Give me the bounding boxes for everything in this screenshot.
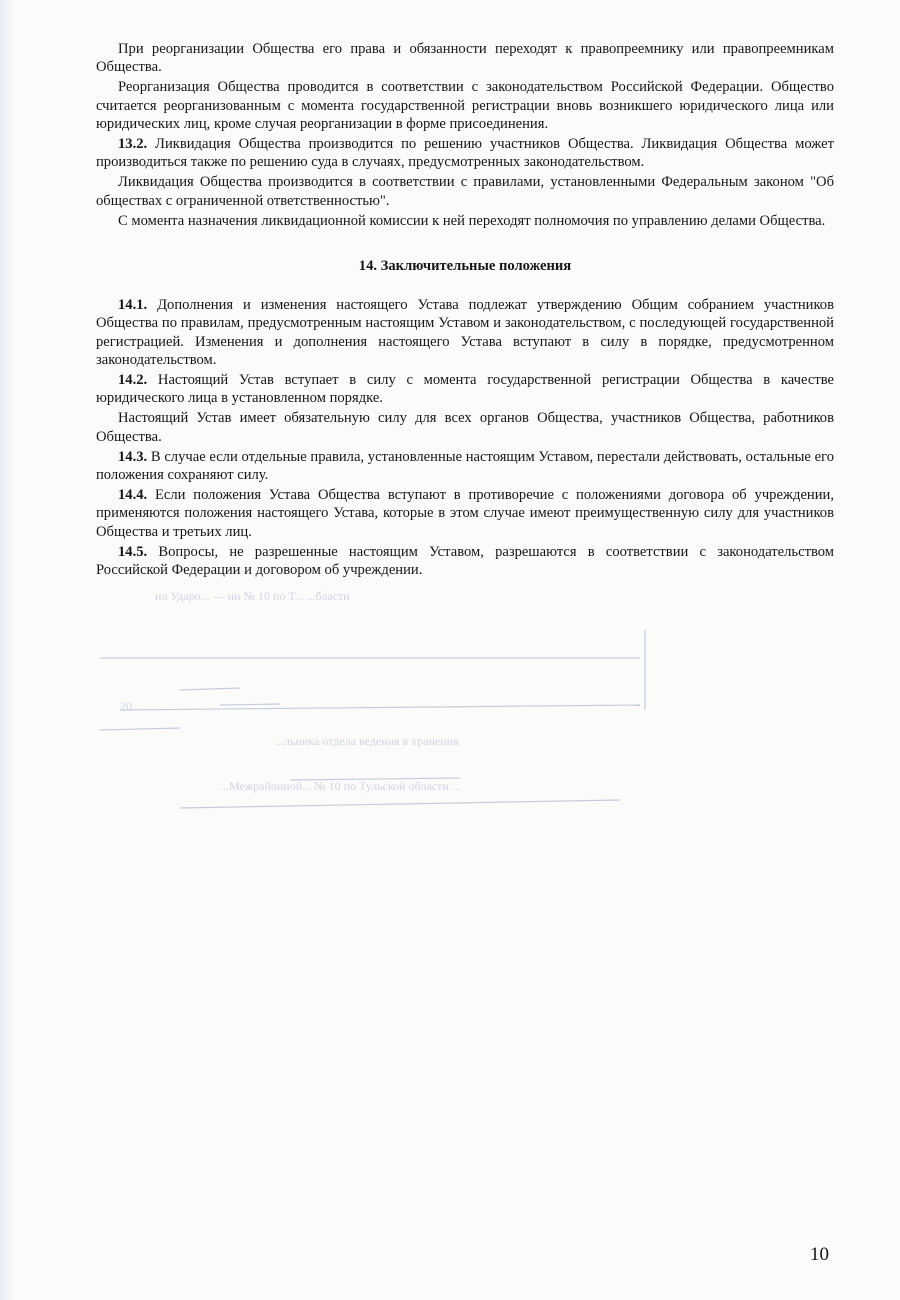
svg-text:...Межрайонной... № 10 по Туль: ...Межрайонной... № 10 по Тульской области ... bbox=[220, 779, 461, 793]
paragraph bbox=[96, 486, 834, 541]
clause-number: 14.1. bbox=[118, 297, 148, 314]
clause-number: 14.2. bbox=[118, 372, 148, 389]
document-body bbox=[96, 40, 834, 579]
scan-edge-shadow bbox=[0, 0, 14, 1300]
paragraph bbox=[96, 296, 834, 369]
paragraph bbox=[96, 448, 834, 484]
paragraph bbox=[96, 409, 834, 445]
paragraph-text: Реорганизация Общества проводится в соответствии с законодательством Российской Федерации. Общество считается реорганизованным с момента государственной регистрации вновь возникшего юридического лица или юридических лиц, кроме случая реорганизации в форме присоединения. bbox=[96, 79, 834, 132]
paragraph-text: Ликвидация Общества производится в соответствии с правилами, установленными Федеральным законом "Об обществах с ограниченной ответственностью". bbox=[96, 174, 834, 209]
paragraph bbox=[96, 40, 834, 76]
reorganization-clauses bbox=[96, 40, 834, 230]
paragraph-text: Вопросы, не разрешенные настоящим Уставом, разрешаются в соответствии с законодательством Российской Федерации и договором об учреждении. bbox=[96, 543, 834, 579]
paragraph-text: Если положения Устава Общества вступают в противоречие с положениями договора об учреждении, применяются положения настоящего Устава, которые в этом случае имеют преимущественную силу для участников Общества и третьих лиц. bbox=[96, 487, 834, 540]
svg-text:ил Ударо... — ин № 10 по Т...: ил Ударо... — ин № 10 по Т... ...бласти bbox=[155, 589, 350, 603]
paragraph-text: Настоящий Устав имеет обязательную силу для всех органов Общества, участников Общества, работников Общества. bbox=[96, 410, 834, 445]
page-number: 10 bbox=[810, 1244, 829, 1265]
clause-number: 14.3. bbox=[118, 448, 148, 465]
paragraph-text: Настоящий Устав вступает в силу с момента государственной регистрации Общества в качестве юридического лица в установленном порядке. bbox=[96, 372, 834, 407]
paragraph bbox=[96, 212, 834, 230]
clause-number: 14.4. bbox=[118, 487, 148, 504]
clause-number: 14.5. bbox=[118, 543, 148, 560]
svg-text:20: 20 bbox=[120, 699, 132, 713]
final-provisions-clauses bbox=[96, 296, 834, 579]
paragraph-text: Ликвидация Общества производится по решению участников Общества. Ликвидация Общества может производиться также по решению суда в случаях, предусмотренных законодательством. bbox=[96, 136, 834, 171]
paragraph-text: При реорганизации Общества его права и обязанности переходят к правопреемнику или правопреемникам Общества. bbox=[96, 41, 834, 76]
paragraph bbox=[96, 78, 834, 133]
clause-number: 13.2. bbox=[118, 136, 148, 153]
section-title: 14. Заключительные положения bbox=[358, 258, 572, 275]
paragraph-text: Дополнения и изменения настоящего Устава подлежат утверждению Общим собранием участников Общества по правилам, предусмотренным настоящим Уставом и законодательством, с последующей государственной регистрацией. Изменения и дополнения настоящего Устава вступают в силу в порядке, предусмотренном законодательством. bbox=[96, 297, 834, 368]
paragraph-text: С момента назначения ликвидационной комиссии к ней переходят полномочия по управлению делами Общества. bbox=[118, 212, 826, 229]
svg-text:...льника отдела ведения в хра: ...льника отдела ведения в хранения bbox=[275, 734, 459, 748]
paragraph bbox=[96, 543, 834, 579]
faded-registration-stamp bbox=[60, 560, 700, 900]
paragraph-text: В случае если отдельные правила, установленные настоящим Уставом, перестали действовать, остальные его положения сохраняют силу. bbox=[96, 448, 834, 484]
paragraph bbox=[96, 371, 834, 407]
paragraph bbox=[96, 135, 834, 171]
paragraph bbox=[96, 173, 834, 209]
